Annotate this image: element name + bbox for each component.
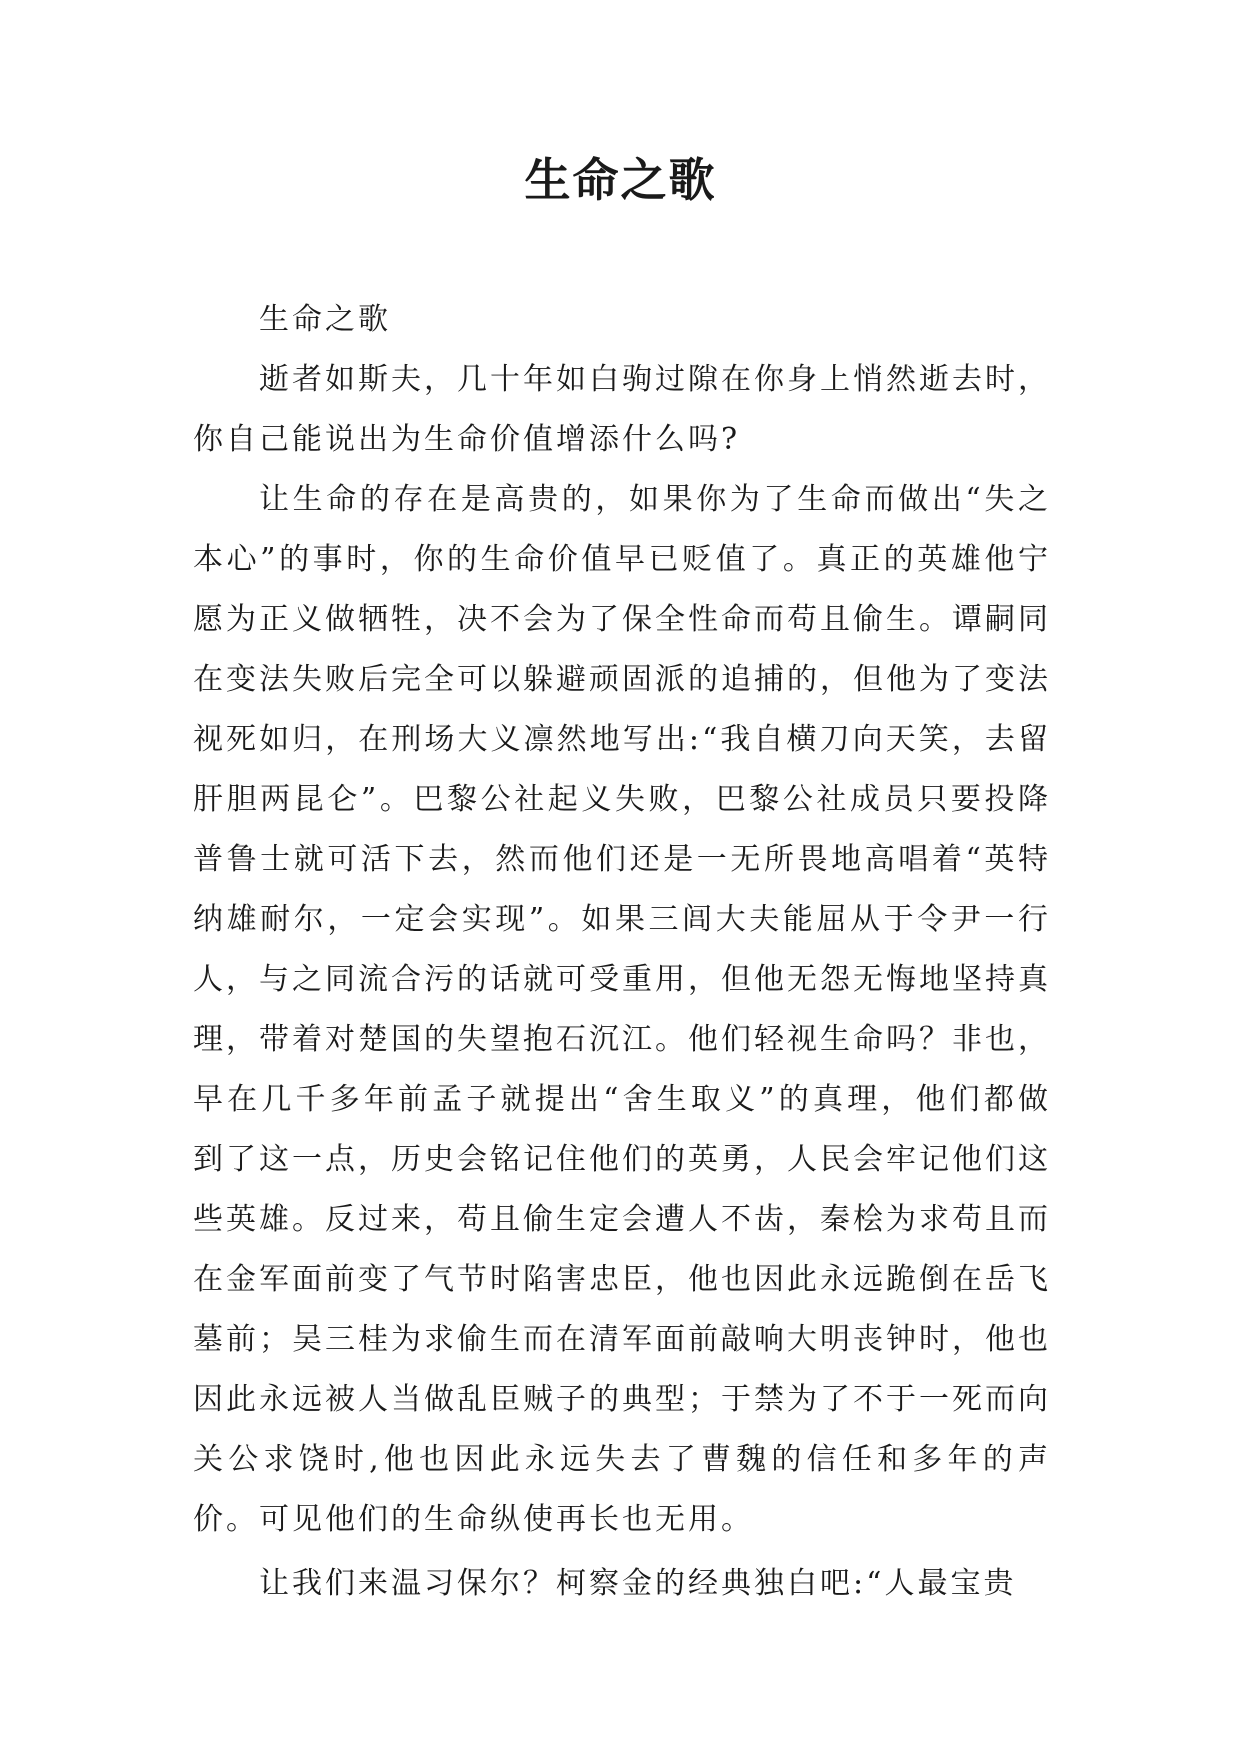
document-body [193, 290, 1051, 1614]
document-title: 生命之歌 [524, 153, 717, 207]
paragraph-heading: 生命之歌 [259, 302, 391, 337]
paragraph: 让我们来温习保尔？柯察金的经典独白吧:“人最宝贵 [259, 1566, 1017, 1601]
paragraph: 逝者如斯夫，几十年如白驹过隙在你身上悄然逝去时，你自己能说出为生命价值增添什么吗? [193, 362, 1051, 457]
paragraph: 让生命的存在是高贵的，如果你为了生命而做出“失之本心”的事时，你的生命价值早已贬值了。真正的英雄他宁愿为正义做牺牲，决不会为了保全性命而苟且偷生。谭嗣同在变法失败后完全可以躲避顽固派的追捕的，但他为了变法视死如归，在刑场大义凛然地写出:“我自横刀向天笑，去留肝胆两昆仑”。巴黎公社起义失败，巴黎公社成员只要投降普鲁士就可活下去，然而他们还是一无所畏地高唱着“英特纳雄耐尔，一定会实现”。如果三闾大夫能屈从于令尹一行人，与之同流合污的话就可受重用，但他无怨无悔地坚持真理，带着对楚国的失望抱石沉江。他们轻视生命吗？非也，早在几千多年前孟子就提出“舍生取义”的真理，他们都做到了这一点，历史会铭记住他们的英勇，人民会牢记他们这些英雄。反过来，苟且偷生定会遭人不齿，秦桧为求苟且而在金军面前变了气节时陷害忠臣，他也因此永远跪倒在岳飞墓前；吴三桂为求偷生而在清军面前敲响大明丧钟时，他也因此永远被人当做乱臣贼子的典型；于禁为了不于一死而向关公求饶时,他也因此永远失去了曹魏的信任和多年的声价。可见他们的生命纵使再长也无用。 [193, 482, 1051, 1537]
